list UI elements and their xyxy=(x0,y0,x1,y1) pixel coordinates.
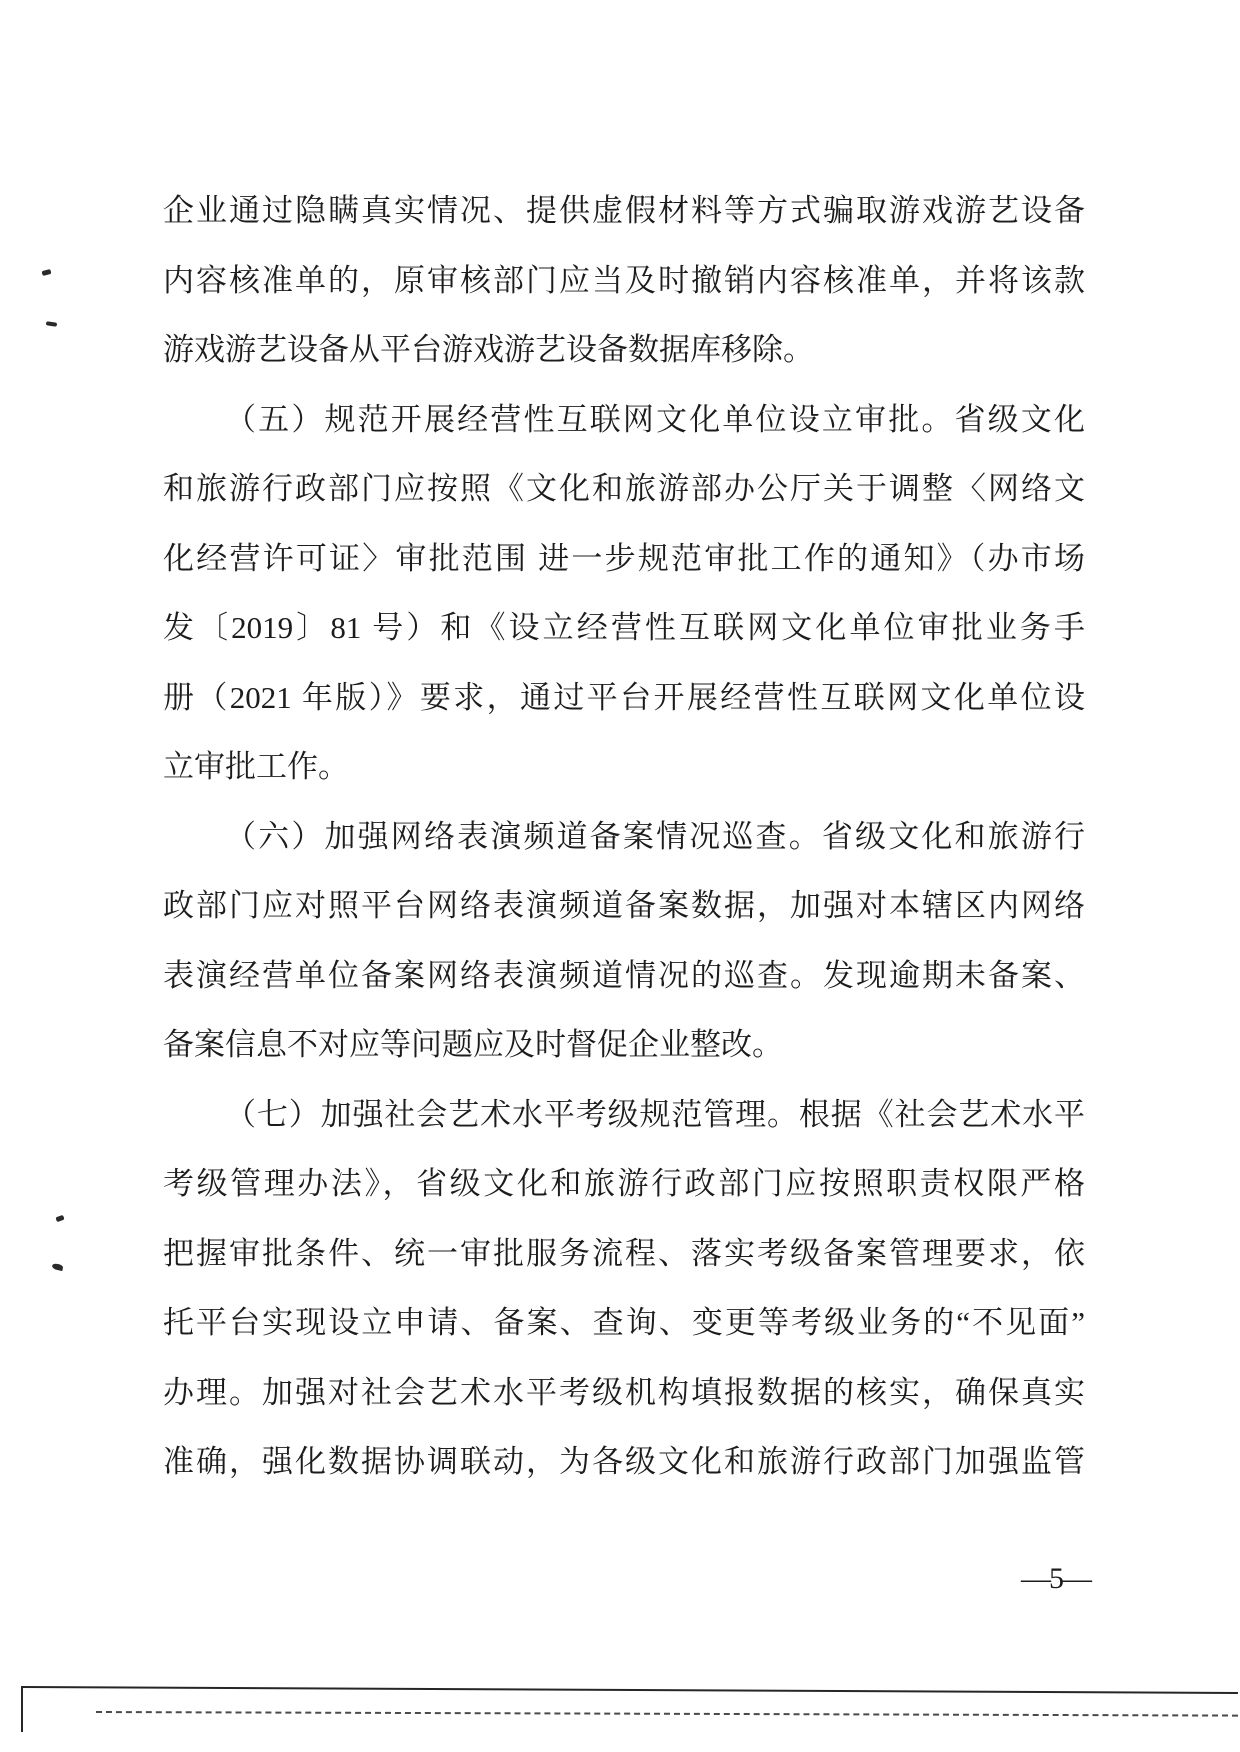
body-line: 表演经营单位备案网络表演频道情况的巡查。发现逾期未备案、 xyxy=(163,957,1085,993)
scan-artifact-line xyxy=(96,1711,1238,1717)
body-line: 备案信息不对应等问题应及时督促企业整改。 xyxy=(163,1027,783,1062)
body-line: 发〔2019〕81 号）和《设立经营性互联网文化单位审批业务手 xyxy=(163,610,1085,645)
body-line: 游戏游艺设备从平台游戏游艺设备数据库移除。 xyxy=(163,332,814,367)
scan-speck xyxy=(51,1263,63,1271)
body-line: 考级管理办法》，省级文化和旅游行政部门应按照职责权限严格 xyxy=(163,1166,1085,1201)
body-line: 准确，强化数据协调联动，为各级文化和旅游行政部门加强监管 xyxy=(163,1444,1085,1479)
body-line: 政部门应对照平台网络表演频道备案数据，加强对本辖区内网络 xyxy=(163,888,1085,923)
page-number: —5— xyxy=(1021,1562,1090,1595)
scan-speck xyxy=(46,321,57,326)
scan-speck xyxy=(42,269,52,276)
body-line: （七）加强社会艺术水平考级规范管理。根据《社会艺术水平 xyxy=(225,1096,1085,1132)
body-line: 托平台实现设立申请、备案、查询、变更等考级业务的“不见面” xyxy=(163,1305,1085,1340)
body-line: 和旅游行政部门应按照《文化和旅游部办公厅关于调整〈网络文 xyxy=(163,471,1085,506)
body-line: 立审批工作。 xyxy=(163,749,349,784)
body-line: 把握审批条件、统一审批服务流程、落实考级备案管理要求，依 xyxy=(163,1235,1085,1271)
body-line: 册（2021 年版）》要求，通过平台开展经营性互联网文化单位设 xyxy=(163,679,1085,715)
body-line: 办理。加强对社会艺术水平考级机构填报数据的核实，确保真实 xyxy=(163,1374,1085,1410)
document-body xyxy=(163,176,1085,1497)
scan-speck xyxy=(55,1215,64,1222)
scan-artifact-corner xyxy=(21,1686,23,1732)
body-line: 化经营许可证〉审批范围 进一步规范审批工作的通知》（办市场 xyxy=(163,540,1085,576)
body-line: （六）加强网络表演频道备案情况巡查。省级文化和旅游行 xyxy=(225,818,1085,854)
scan-artifact-line xyxy=(22,1686,1238,1694)
body-line: 内容核准单的，原审核部门应当及时撤销内容核准单，并将该款 xyxy=(163,262,1085,298)
body-line: （五）规范开展经营性互联网文化单位设立审批。省级文化 xyxy=(225,401,1085,437)
body-line: 企业通过隐瞒真实情况、提供虚假材料等方式骗取游戏游艺设备 xyxy=(163,193,1085,228)
